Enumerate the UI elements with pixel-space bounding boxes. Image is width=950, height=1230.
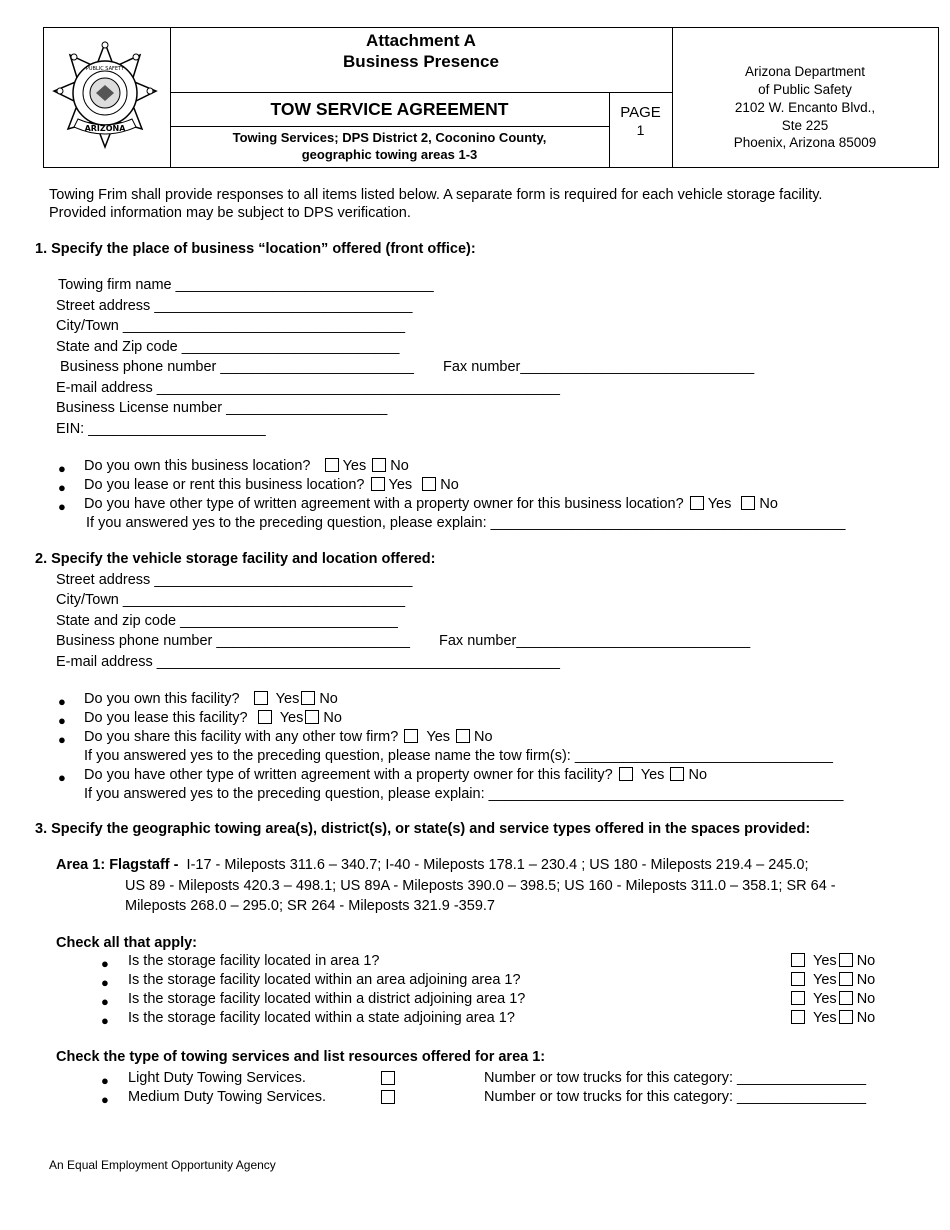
check-item: Is the storage facility located within an area adjoining area 1? — [128, 972, 521, 988]
bullet: ● — [58, 770, 66, 785]
yes-checkbox[interactable] — [791, 953, 805, 967]
no-label: No — [323, 710, 342, 726]
bullet: ● — [101, 975, 109, 990]
yes-label: Yes — [426, 729, 451, 745]
no-checkbox[interactable] — [372, 458, 386, 472]
svg-text:ARIZONA: ARIZONA — [84, 124, 126, 133]
header-divider — [170, 126, 610, 127]
no-checkbox[interactable] — [422, 477, 436, 491]
question-text: Do you own this facility? — [84, 691, 240, 707]
yes-label: Yes — [388, 477, 413, 493]
street-address-field[interactable]: Street address ________________________________ — [56, 298, 413, 314]
no-label: No — [856, 991, 876, 1007]
no-label: No — [856, 953, 876, 969]
footer-text: An Equal Employment Opportunity Agency — [49, 1158, 276, 1172]
page-label: PAGE — [620, 104, 661, 121]
yes-checkbox[interactable] — [371, 477, 385, 491]
yes-label: Yes — [342, 458, 367, 474]
question-text: Do you lease or rent this business location? — [84, 477, 365, 493]
yes-checkbox[interactable] — [791, 1010, 805, 1024]
question-lease-facility — [84, 710, 342, 727]
business-phone-field[interactable]: Business phone number ________________________ — [60, 359, 414, 375]
bullet: ● — [58, 480, 66, 495]
bullet: ● — [58, 461, 66, 476]
check-yes-no — [789, 991, 875, 1008]
yes-label: Yes — [813, 972, 837, 988]
no-checkbox[interactable] — [741, 496, 755, 510]
bullet: ● — [101, 994, 109, 1009]
yes-label: Yes — [640, 767, 665, 783]
check-yes-no — [789, 953, 875, 970]
question-text: Do you have other type of written agreement with a property owner for this facility? — [84, 767, 613, 783]
question-facility-agreement — [84, 767, 707, 784]
light-duty-checkbox[interactable] — [381, 1071, 395, 1085]
no-label: No — [856, 1010, 876, 1026]
attachment-title: Attachment A — [366, 31, 476, 50]
question-own-facility — [84, 691, 338, 708]
business-presence-title: Business Presence — [343, 52, 499, 71]
no-checkbox[interactable] — [670, 767, 684, 781]
area-1-line-2: US 89 - Mileposts 420.3 – 498.1; US 89A - Mileposts 390.0 – 398.5; US 160 - Mileposts 311.0 – 358.1; SR 64 - — [125, 878, 836, 894]
no-label: No — [440, 477, 459, 493]
yes-label: Yes — [279, 710, 304, 726]
question-text: Do you own this business location? — [84, 458, 311, 474]
section2-heading: 2. Specify the vehicle storage facility and location offered: — [35, 551, 436, 567]
state-zip-field[interactable]: State and Zip code ___________________________ — [56, 339, 400, 355]
storage-city-field[interactable]: City/Town ___________________________________ — [56, 592, 406, 608]
area-label: Area 1: Flagstaff - — [56, 857, 179, 873]
svg-text:PUBLIC SAFETY: PUBLIC SAFETY — [85, 66, 125, 72]
no-checkbox[interactable] — [839, 972, 853, 986]
medium-duty-checkbox[interactable] — [381, 1090, 395, 1104]
section3-heading: 3. Specify the geographic towing area(s), district(s), or state(s) and service types offered in the spaces provided: — [35, 821, 811, 837]
no-checkbox[interactable] — [839, 1010, 853, 1024]
ein-field[interactable]: EIN: ______________________ — [56, 421, 266, 437]
area-1-line-3: Mileposts 268.0 – 295.0; SR 264 - Mileposts 321.9 -359.7 — [125, 898, 495, 914]
section1-heading: 1. Specify the place of business “location” offered (front office): — [35, 241, 476, 257]
storage-street-field[interactable]: Street address ________________________________ — [56, 572, 413, 588]
address-line: of Public Safety — [758, 82, 852, 97]
agreement-subtitle-1: Towing Services; DPS District 2, Coconino County, — [232, 130, 547, 145]
yes-checkbox[interactable] — [325, 458, 339, 472]
yes-checkbox[interactable] — [404, 729, 418, 743]
services-heading: Check the type of towing services and list resources offered for area 1: — [56, 1049, 546, 1065]
yes-checkbox[interactable] — [690, 496, 704, 510]
address-line: Phoenix, Arizona 85009 — [733, 135, 877, 150]
bullet: ● — [58, 732, 66, 747]
no-label: No — [319, 691, 338, 707]
yes-label: Yes — [275, 691, 300, 707]
no-label: No — [390, 458, 409, 474]
email-field[interactable]: E-mail address __________________________________________________ — [56, 380, 560, 396]
intro-line-2: Provided information may be subject to DPS verification. — [49, 205, 411, 221]
fax-number-field[interactable]: Fax number_____________________________ — [443, 359, 755, 375]
no-label: No — [688, 767, 708, 783]
service-light-duty: Light Duty Towing Services. — [128, 1070, 306, 1086]
question-written-agreement — [84, 496, 778, 513]
check-yes-no — [789, 972, 875, 989]
bullet: ● — [101, 1073, 109, 1088]
bullet: ● — [58, 499, 66, 514]
check-all-heading: Check all that apply: — [56, 935, 198, 951]
question-text: Do you have other type of written agreement with a property owner for this business location? — [84, 496, 684, 512]
bullet: ● — [58, 713, 66, 728]
question-text: Do you share this facility with any other tow firm? — [84, 729, 399, 745]
yes-checkbox[interactable] — [619, 767, 633, 781]
storage-phone-field[interactable]: Business phone number ________________________ — [56, 633, 410, 649]
agreement-subtitle-2: geographic towing areas 1-3 — [301, 147, 478, 162]
yes-label: Yes — [813, 991, 837, 1007]
storage-state-zip-field[interactable]: State and zip code ___________________________ — [56, 613, 398, 629]
yes-label: Yes — [813, 953, 837, 969]
yes-checkbox[interactable] — [791, 991, 805, 1005]
check-item: Is the storage facility located within a state adjoining area 1? — [128, 1010, 515, 1026]
no-label: No — [856, 972, 876, 988]
check-item: Is the storage facility located within a district adjoining area 1? — [128, 991, 526, 1007]
city-town-field[interactable]: City/Town ___________________________________ — [56, 318, 406, 334]
question-text: Do you lease this facility? — [84, 710, 248, 726]
area-1-line-1 — [56, 857, 809, 874]
intro-line-1: Towing Frim shall provide responses to all items listed below. A separate form is required for each vehicle storage facility. — [49, 187, 823, 203]
bullet: ● — [101, 1092, 109, 1107]
light-duty-trucks-field[interactable]: Number or tow trucks for this category: ________________ — [484, 1070, 867, 1086]
no-label: No — [474, 729, 493, 745]
yes-checkbox[interactable] — [258, 710, 272, 724]
yes-label: Yes — [707, 496, 732, 512]
bullet: ● — [58, 694, 66, 709]
address-line: Ste 225 — [781, 118, 829, 133]
bullet: ● — [101, 1013, 109, 1028]
storage-email-field[interactable]: E-mail address __________________________________________________ — [56, 654, 560, 670]
service-medium-duty: Medium Duty Towing Services. — [128, 1089, 326, 1105]
dps-star-badge-icon — [52, 41, 158, 149]
no-label: No — [759, 496, 778, 512]
check-item: Is the storage facility located in area 1? — [128, 953, 380, 969]
explain-field[interactable]: If you answered yes to the preceding question, please explain: ____________________________________________ — [86, 515, 846, 531]
tow-firm-name-field[interactable]: If you answered yes to the preceding question, please name the tow firm(s): ________________________________ — [84, 748, 833, 764]
no-checkbox[interactable] — [456, 729, 470, 743]
question-share-facility — [84, 729, 493, 746]
agreement-title: TOW SERVICE AGREEMENT — [270, 99, 509, 119]
address-line: Arizona Department — [744, 64, 866, 79]
no-checkbox[interactable] — [301, 691, 315, 705]
check-yes-no — [789, 1010, 875, 1027]
business-license-field[interactable]: Business License number ____________________ — [56, 400, 388, 416]
page-number: 1 — [636, 122, 645, 138]
no-checkbox[interactable] — [839, 991, 853, 1005]
header-divider — [170, 92, 673, 93]
yes-checkbox[interactable] — [791, 972, 805, 986]
medium-duty-trucks-field[interactable]: Number or tow trucks for this category: ________________ — [484, 1089, 867, 1105]
yes-label: Yes — [813, 1010, 837, 1026]
area-routes: I-17 - Mileposts 311.6 – 340.7; I-40 - Mileposts 178.1 – 230.4 ; US 180 - Mileposts 219.4 – 245.0; — [186, 857, 809, 873]
facility-explain-field[interactable]: If you answered yes to the preceding question, please explain: ____________________________________________ — [84, 786, 844, 802]
storage-fax-field[interactable]: Fax number_____________________________ — [439, 633, 751, 649]
no-checkbox[interactable] — [305, 710, 319, 724]
no-checkbox[interactable] — [839, 953, 853, 967]
towing-firm-name-field[interactable]: Towing firm name ________________________________ — [58, 277, 434, 293]
address-line: 2102 W. Encanto Blvd., — [734, 100, 876, 115]
bullet: ● — [101, 956, 109, 971]
yes-checkbox[interactable] — [254, 691, 268, 705]
question-lease-location — [84, 477, 459, 494]
question-own-location — [84, 458, 409, 475]
